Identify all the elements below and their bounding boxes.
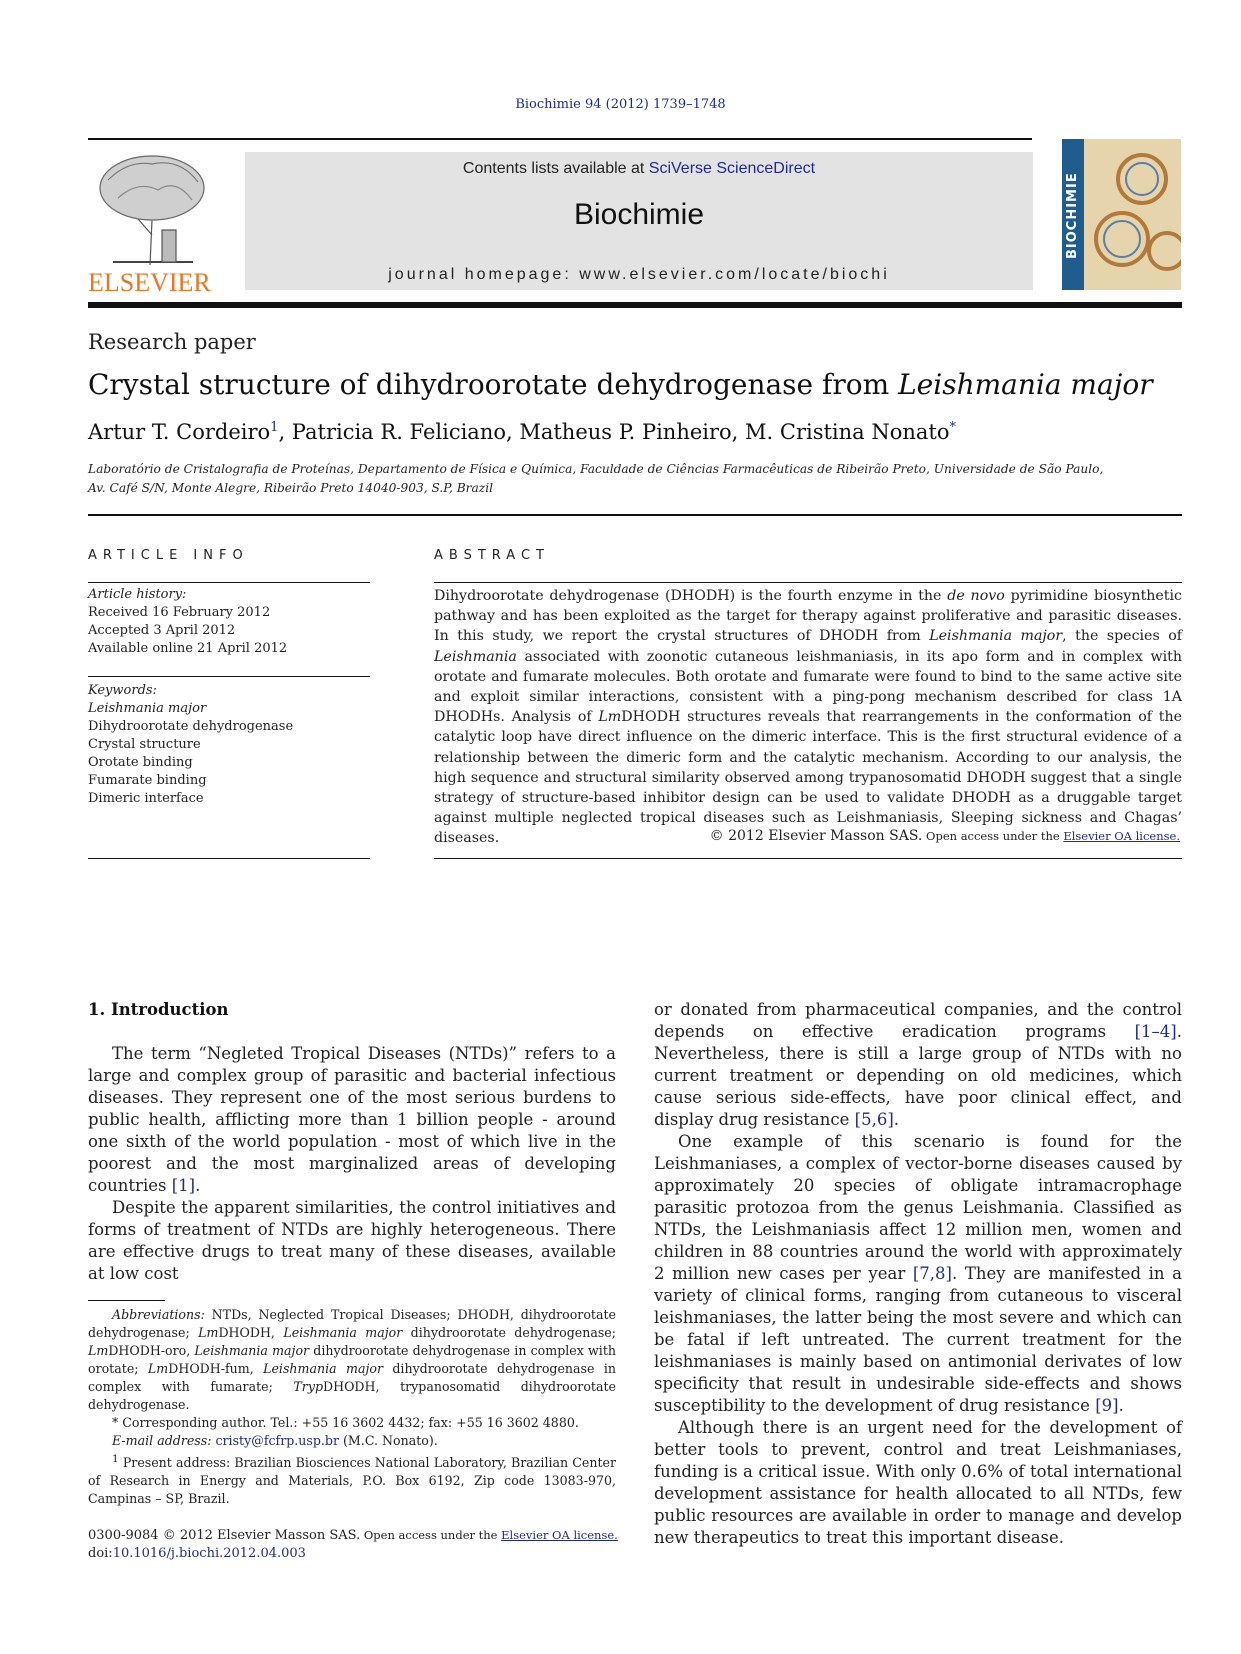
abstract-text bbox=[434, 586, 1182, 849]
authors-rest: , Patricia R. Feliciano, Matheus P. Pinheiro, M. Cristina Nonato bbox=[278, 420, 950, 444]
abstract-part: pyrimidine biosynthetic pathway and has been exploited as the target for therapy against proliferative and parasitic diseases. In this study, we report the crystal structures of DHODH from bbox=[434, 588, 1182, 645]
reference-link[interactable]: [7,8] bbox=[912, 1264, 952, 1283]
journal-name: Biochimie bbox=[573, 198, 705, 231]
abstract-italic: Lm bbox=[598, 709, 622, 726]
received-date: Received 16 February 2012 bbox=[88, 605, 271, 620]
header-rule bbox=[88, 138, 1032, 140]
abstract-italic: Leishmania bbox=[434, 648, 517, 665]
oa-license-link[interactable]: Elsevier OA license. bbox=[1063, 829, 1180, 843]
present-address-footnote bbox=[88, 1450, 616, 1508]
journal-banner bbox=[245, 152, 1033, 290]
reference-link[interactable]: [9] bbox=[1095, 1396, 1119, 1415]
copyright-text: © 2012 Elsevier Masson SAS. bbox=[709, 828, 923, 844]
open-access-text: Open access under the bbox=[360, 1528, 502, 1542]
left-column bbox=[88, 1043, 616, 1285]
accepted-date: Accepted 3 April 2012 bbox=[88, 623, 236, 638]
footnote-italic: Lm bbox=[88, 1343, 109, 1358]
reference-link[interactable]: [1–4] bbox=[1134, 1022, 1177, 1041]
author-footnote-link[interactable]: 1 bbox=[270, 420, 279, 435]
journal-cover bbox=[1062, 139, 1181, 290]
email-footnote bbox=[88, 1432, 616, 1450]
abstract-part: associated with zoonotic cutaneous leishmaniasis, in its apo form and in complex with orotate and fumarate molecules. Both orotate and fumarate were found to bind to the same active site and exploit similar interactions, consistent with a ping-pong mechanism described for class 1A DHODHs. Analysis of bbox=[434, 648, 1182, 726]
right-column bbox=[654, 999, 1182, 1549]
publication-info bbox=[88, 1526, 648, 1563]
abbreviations-footnote bbox=[88, 1306, 616, 1414]
footnote-italic: Leishmania major bbox=[283, 1325, 403, 1340]
intro-paragraph-3 bbox=[654, 999, 1182, 1131]
keyword-item: Leishmania major bbox=[88, 701, 207, 716]
tree-icon bbox=[88, 150, 218, 268]
elsevier-wordmark: ELSEVIER bbox=[88, 268, 211, 297]
footnote-text: DHODH-fum, bbox=[168, 1361, 264, 1376]
abstract-part: Dihydroorotate dehydrogenase (DHODH) is the fourth enzyme in the bbox=[434, 588, 948, 604]
footnote-text: dihydroorotate dehydrogenase in complex with orotate; bbox=[88, 1343, 616, 1376]
keyword-item: Fumarate binding bbox=[88, 773, 207, 788]
footnote-rule bbox=[88, 1300, 165, 1301]
keyword-item: Orotate binding bbox=[88, 755, 193, 770]
keyword-item: Dimeric interface bbox=[88, 791, 204, 806]
online-date: Available online 21 April 2012 bbox=[88, 641, 288, 656]
abstract-copyright bbox=[434, 828, 1180, 844]
doi-line bbox=[88, 1545, 648, 1563]
intro-paragraph-5: Although there is an urgent need for the development of better tools to prevent, control and treat Leishmaniases, funding is a critical issue. With only 0.6% of total international development assistance for health allocated to all NTDs, few public resources are available in order to manage and develop new therapeutics to treat this important disease. bbox=[654, 1418, 1182, 1547]
title-species: Leishmania major bbox=[898, 368, 1153, 401]
intro-paragraph-4 bbox=[654, 1131, 1182, 1417]
paragraph-text: . Nevertheless, there is still a large group of NTDs with no current treatment or depending on old medicines, which cause serious side-effects, have poor clinical effect, and display drug resistance bbox=[654, 1022, 1182, 1129]
history-label: Article history: bbox=[88, 587, 187, 602]
sciencedirect-link[interactable]: SciVerse ScienceDirect bbox=[648, 160, 816, 177]
issn-line bbox=[88, 1526, 648, 1545]
abbrev-label: Abbreviations: bbox=[112, 1307, 205, 1322]
journal-citation[interactable]: Biochimie 94 (2012) 1739–1748 bbox=[515, 97, 726, 112]
footnote-italic: Leishmania major bbox=[194, 1343, 310, 1358]
email-link[interactable]: cristy@fcfrp.usp.br bbox=[215, 1433, 339, 1448]
paragraph-text: . bbox=[195, 1176, 201, 1195]
article-title bbox=[88, 368, 1182, 401]
footnote-italic: Lm bbox=[198, 1325, 219, 1340]
cover-label: BIOCHIMIE bbox=[1065, 172, 1080, 259]
keywords-label: Keywords: bbox=[88, 683, 157, 698]
introduction-heading: 1. Introduction bbox=[88, 1000, 229, 1019]
paragraph-text: . bbox=[893, 1110, 900, 1129]
corresponding-footnote bbox=[88, 1414, 616, 1432]
footnote-text: DHODH-oro, bbox=[108, 1343, 195, 1358]
affiliation-line-1: Laboratório de Cristalografia de Proteínas, Departamento de Física e Química, Faculdade de Ciências Farmacêuticas de Ribeirão Preto, Universidade de São Paulo, bbox=[88, 462, 1104, 476]
abstract-italic: de novo bbox=[947, 588, 1005, 604]
footnote-text: (M.C. Nonato). bbox=[339, 1433, 438, 1448]
footnote-text: NTDs, Neglected Tropical Diseases; DHODH, dihydroorotate dehydrogenase; bbox=[88, 1307, 616, 1340]
corresponding-author-link[interactable]: * bbox=[949, 420, 956, 435]
reference-link[interactable]: [5,6] bbox=[854, 1110, 894, 1129]
abstract-part: , the species of bbox=[1062, 628, 1182, 645]
doi-label: doi: bbox=[88, 1546, 113, 1561]
issn-text: 0300-9084 © 2012 Elsevier Masson SAS. bbox=[88, 1528, 361, 1543]
email-label: E-mail address: bbox=[112, 1433, 212, 1448]
doi-link[interactable]: 10.1016/j.biochi.2012.04.003 bbox=[112, 1546, 306, 1561]
abstract-italic: Leishmania major bbox=[929, 628, 1063, 645]
article-info-rule-bottom bbox=[88, 858, 370, 859]
contents-prefix: Contents lists available at bbox=[462, 160, 649, 177]
section-divider bbox=[88, 514, 1182, 516]
article-info-rule-top bbox=[88, 582, 370, 583]
abstract-heading: ABSTRACT bbox=[434, 548, 550, 563]
article-info-heading: ARTICLE INFO bbox=[88, 548, 249, 563]
title-main: Crystal structure of dihydroorotate dehydrogenase from bbox=[88, 368, 899, 401]
footnote-mark: * bbox=[112, 1415, 119, 1430]
paragraph-text: One example of this scenario is found for the Leishmaniases, a complex of vector-borne diseases caused by approximately 20 species of obligate intramacrophage parasitic protozoa from the genus Leishmania. Classified as NTDs, the Leishmaniasis affect 12 million men, women and children in 88 countries around the world with approximately 2 million new cases per year bbox=[654, 1132, 1182, 1283]
paragraph-text: or donated from pharmaceutical companies, and the control depends on effective eradication programs bbox=[654, 1000, 1182, 1041]
keyword-item: Crystal structure bbox=[88, 737, 201, 752]
paragraph-text: . They are manifested in a variety of clinical forms, ranging from cutaneous to visceral leishmaniases, the latter being the most severe and which can be fatal if left untreated. The current treatment for the leishmaniases is mainly based on antimonial derivates of low specificity that result in undesirable side-effects and shows susceptibility to the development of drug resistance bbox=[654, 1264, 1182, 1415]
intro-paragraph-1 bbox=[88, 1043, 616, 1197]
oa-license-link[interactable]: Elsevier OA license. bbox=[501, 1528, 618, 1542]
contents-line bbox=[245, 160, 1033, 178]
footnote-text: Present address: Brazilian Biosciences National Laboratory, Brazilian Center of Research in Energy and Materials, P.O. Box 6192, Zip code 13083-970, Campinas – SP, Brazil. bbox=[88, 1455, 616, 1507]
open-access-text: Open access under the bbox=[922, 829, 1064, 843]
footnote-italic: Leishmania major bbox=[263, 1361, 383, 1376]
author-list bbox=[88, 420, 1182, 444]
footnote-text: DHODH, trypanosomatid dihydroorotate dehydrogenase. bbox=[88, 1379, 616, 1412]
footnote-text: dihydroorotate dehydrogenase; bbox=[402, 1325, 617, 1340]
abstract-part: DHODH structures reveals that rearrangements in the conformation of the catalytic loop have direct influence on the dimeric interface. This is the first structural evidence of a relationship between the dimeric form and the catalytic mechanism. According to our analysis, the high sequence and structural similarity observed among trypanosomatid DHODH suggest that a single strategy of structure-based inhibitor design can be used to validate DHODH as a druggable target against multiple neglected tropical diseases such as Leishmaniasis, Sleeping sickness and Chagas’ diseases. bbox=[434, 709, 1183, 847]
footnotes bbox=[88, 1306, 616, 1508]
article-history bbox=[88, 586, 370, 658]
reference-link[interactable]: [1] bbox=[171, 1176, 196, 1195]
footnote-text: Corresponding author. Tel.: +55 16 3602 4432; fax: +55 16 3602 4880. bbox=[118, 1415, 579, 1430]
paragraph-text: . bbox=[1118, 1396, 1124, 1415]
abstract-rule-top bbox=[434, 582, 1182, 583]
keywords bbox=[88, 682, 370, 808]
footnote-italic: Tryp bbox=[293, 1379, 324, 1394]
article-info-rule-mid bbox=[88, 676, 370, 677]
journal-homepage[interactable]: journal homepage: www.elsevier.com/locate/biochi bbox=[388, 266, 890, 283]
footnote-italic: Lm bbox=[147, 1361, 169, 1376]
affiliation-line-2: Av. Café S/N, Monte Alegre, Ribeirão Preto 14040-903, S.P, Brazil bbox=[88, 481, 493, 495]
author-first: Artur T. Cordeiro bbox=[88, 420, 271, 444]
article-type: Research paper bbox=[88, 330, 256, 354]
cover-strip bbox=[1062, 139, 1084, 290]
footnote-mark: 1 bbox=[112, 1453, 119, 1465]
paragraph-text: The term “Negleted Tropical Diseases (NTDs)” refers to a large and complex group of parasitic and bacterial infectious diseases. They represent one of the most serious burdens to public health, afflicting more than 1 billion people - around one sixth of the world population - most of which live in the poorest and the most marginalized areas of developing countries bbox=[88, 1044, 616, 1195]
abstract-rule-bottom bbox=[434, 858, 1182, 859]
intro-paragraph-2: Despite the apparent similarities, the control initiatives and forms of treatment of NTDs are highly heterogeneous. There are effective drugs to treat many of these diseases, available at low cost bbox=[88, 1198, 616, 1283]
keyword-item: Dihydroorotate dehydrogenase bbox=[88, 719, 294, 734]
footnote-text: DHODH, bbox=[218, 1325, 284, 1340]
footnote-text: dihydroorotate dehydrogenase in complex with fumarate; bbox=[88, 1361, 616, 1394]
affiliation bbox=[88, 460, 1182, 498]
header-thick-rule bbox=[88, 302, 1182, 308]
